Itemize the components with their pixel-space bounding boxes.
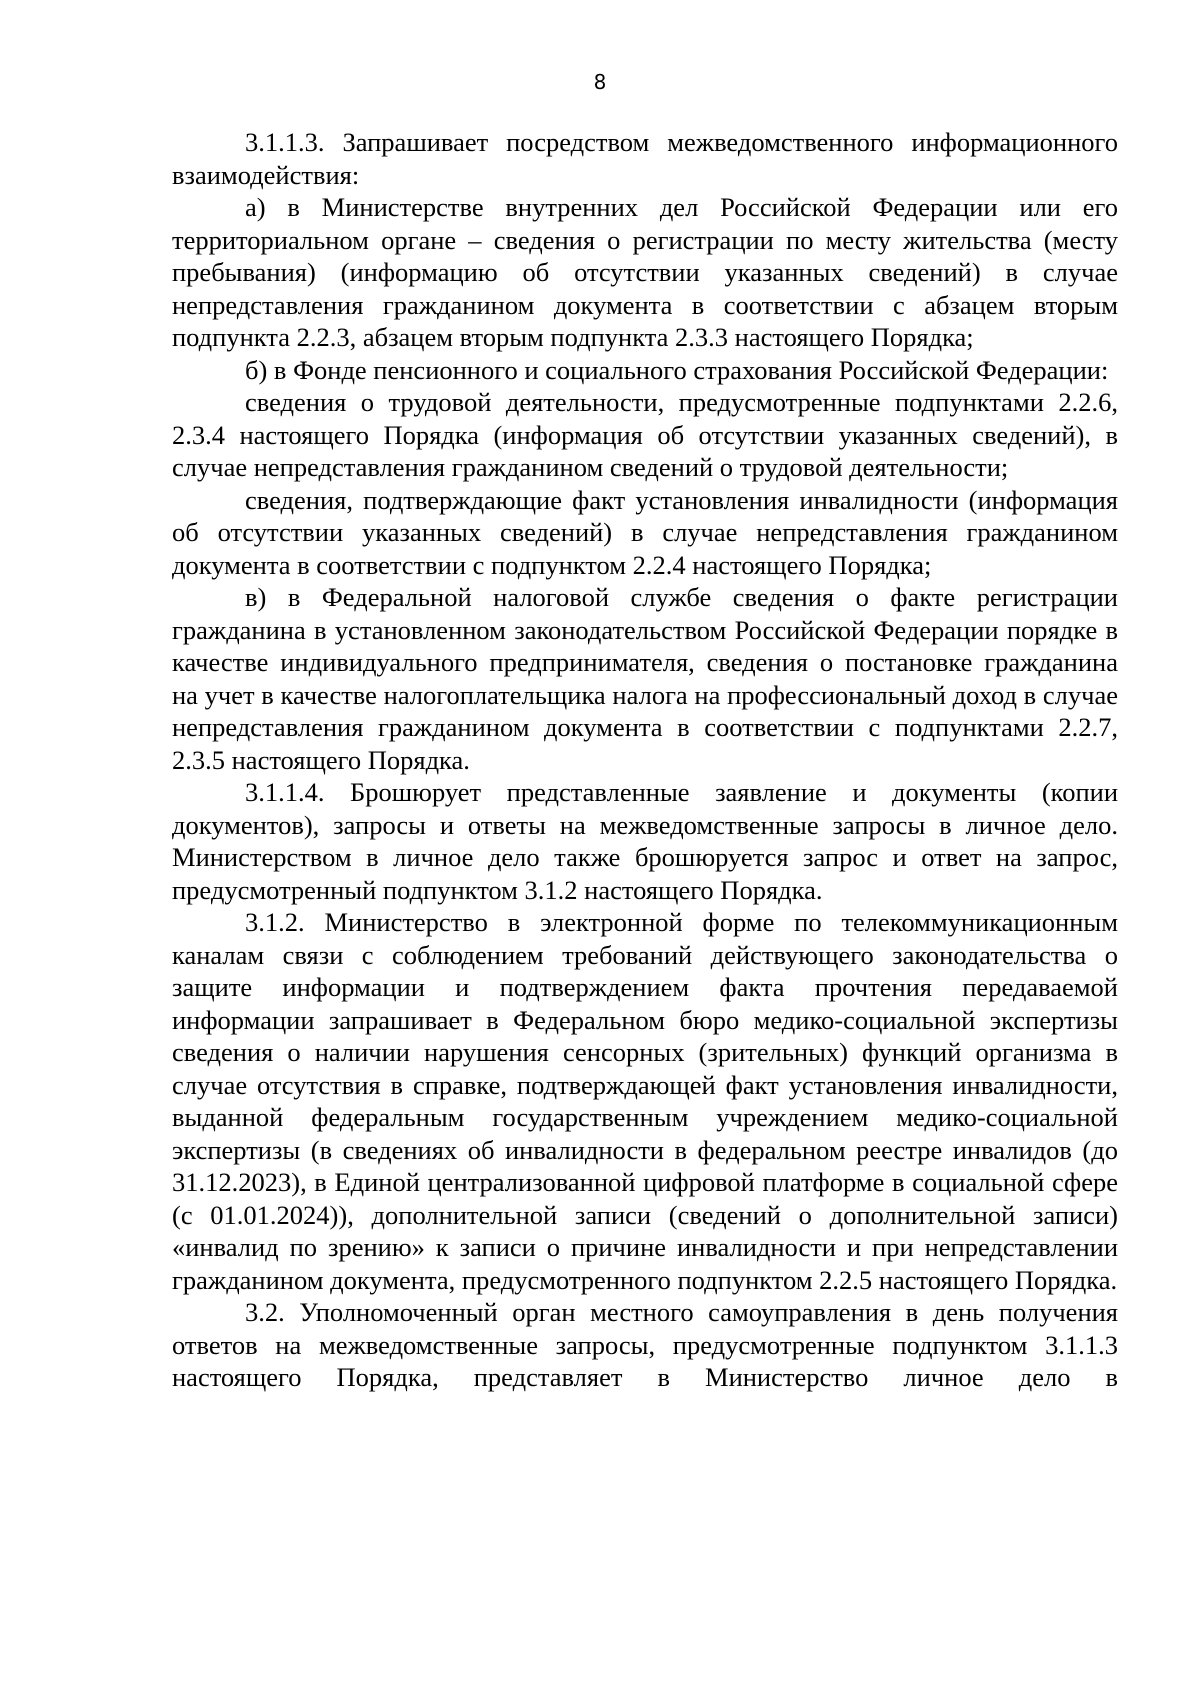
- paragraph-disability-info: сведения, подтверждающие факт установления инвалидности (информация об отсутствии указанных сведений) в случае непредставления гражданином документа в соответствии с подпунктом 2.2.4 настоящего Порядка;: [172, 484, 1118, 580]
- paragraph-item-a: а) в Министерстве внутренних дел Российской Федерации или его территориальном органе – сведения о регистрации по месту жительства (месту пребывания) (информацию об отсутствии указанных сведений) в случае непредставления гражданином документа в соответствии с абзацем вторым подпункта 2.2.3, абзацем вторым подпункта 2.3.3 настоящего Порядка;: [172, 192, 1118, 352]
- paragraph-3-2: 3.2. Уполномоченный орган местного самоуправления в день получения ответов на межведомственные запросы, предусмотренные подпунктом 3.1.1.3 настоящего Порядка, представляет в Министерство личное дело в: [172, 1297, 1118, 1392]
- paragraph-item-v: в) в Федеральной налоговой службе сведения о факте регистрации гражданина в установленном законодательством Российской Федерации порядке в качестве индивидуального предпринимателя, сведения о постановке гражданина на учет в качестве налогоплательщика налога на профессиональный доход в случае непредставления гражданином документа в соответствии с подпунктами 2.2.7, 2.3.5 настоящего Порядка.: [172, 582, 1118, 775]
- paragraph-3-1-1-4: 3.1.1.4. Брошюрует представленные заявление и документы (копии документов), запросы и ответы на межведомственные запросы в личное дело. Министерством в личное дело также брошюруется запрос и ответ на запрос, предусмотренный подпунктом 3.1.2 настоящего Порядка.: [172, 777, 1118, 905]
- paragraph-labor-info: сведения о трудовой деятельности, предусмотренные подпунктами 2.2.6, 2.3.4 настоящего Порядка (информация об отсутствии указанных сведений), в случае непредставления гражданином сведений о трудовой деятельности;: [172, 387, 1118, 482]
- page-number: 8: [593, 70, 607, 94]
- paragraph-item-b: б) в Фонде пенсионного и социального страхования Российской Федерации:: [245, 354, 1109, 385]
- document-body: [172, 126, 1118, 1394]
- paragraph-3-1-2: 3.1.2. Министерство в электронной форме по телекоммуникационным каналам связи с соблюдением требований действующего законодательства о защите информации и подтверждением факта прочтения передаваемой информации запрашивает в Федеральном бюро медико-социальной экспертизы сведения о наличии нарушения сенсорных (зрительных) функций организма в случае отсутствия в справке, подтверждающей факт установления инвалидности, выданной федеральным государственным учреждением медико-социальной экспертизы (в сведениях об инвалидности в федеральном реестре инвалидов (до 31.12.2023), в Единой централизованной цифровой платформе в социальной сфере (с 01.01.2024)), дополнительной записи (сведений о дополнительной записи) «инвалид по зрению» к записи о причине инвалидности и при непредставлении гражданином документа, предусмотренного подпунктом 2.2.5 настоящего Порядка.: [172, 907, 1118, 1295]
- paragraph-3-1-1-3: 3.1.1.3. Запрашивает посредством межведомственного информационного взаимодействия:: [172, 127, 1118, 190]
